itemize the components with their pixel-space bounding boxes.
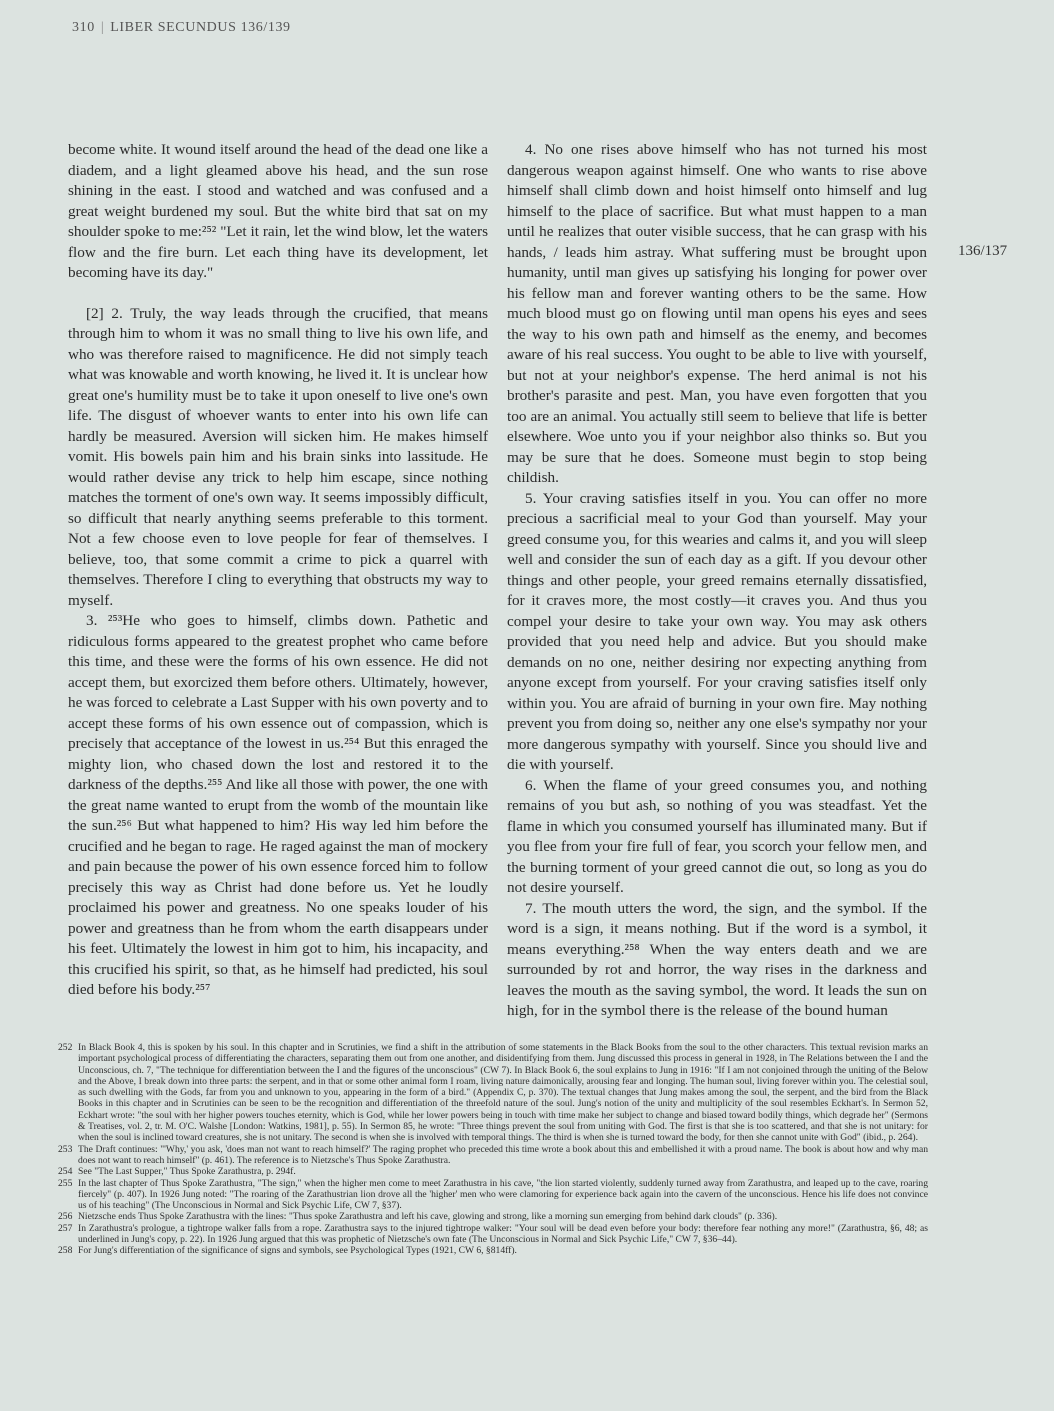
page-header-title: LIBER SECUNDUS 136/139 [110,20,291,35]
footnote-text: In Black Book 4, this is spoken by his soul. In this chapter and in Scrutinies, we find a shift in the attribution of some statements in the Black Books from the soul to the other characters. This textual revision marks an important psychological process of differentiating the characters, separating them out from one another, and disidentifying from them. Jung discussed this process in general in 1928, in The Relations between the I and the Unconscious, ch. 7, "The technique for differentiation between the I and the figures of the unconscious" (CW 7). In Black Book 6, the soul explains to Jung in 1916: "If I am not conjoined through the uniting of the Below and the Above, I break down into three parts: the serpent, and in that or some other animal form I roam, living nature daimonically, arousing fear and longing. The human soul, living forever within you. The celestial soul, as such dwelling with the Gods, far from you and unknown to you, appearing in the form of a bird." (Appendix C, p. 370). The textual changes that Jung makes among the soul, the serpent, and the bird from the Black Books in this chapter and in Scrutinies can be seen to be the recognition and differentiation of the threefold nature of the soul. Jung's notion of the unity and multiplicity of the soul resembles Eckhart's. In Sermon 52, Eckhart wrote: "the soul with her higher powers touches eternity, which is God, while her lower powers being in touch with time make her subject to change and biased toward bodily things, which degrade her" (Sermons & Treatises, vol. 2, tr. M. O'C. Walshe [London: Watkins, 1981], p. 55). In Sermon 85, he wrote: "Three things prevent the soul from uniting with God. The first is that she is too scattered, and that she is not unitary: for when the soul is inclined toward creatures, she is not unitary. The second is when she is involved with temporal things. The third is when she is turned toward the body, for then she cannot unite with God" (ibid., p. 264). [78,1042,928,1144]
paragraph: 7. The mouth utters the word, the sign, and the symbol. If the word is a sign, it means nothing. But if the word is a symbol, it means everything.²⁵⁸ When the way enters death and we are surrounded by rot and horror, the way rises in the darkness and leaves the mouth as the saving symbol, the word. It leads the sun on high, for in the symbol there is the release of the bound human [507,899,927,1019]
paragraph: become white. It wound itself around the head of the dead one like a diadem, and a light gleamed above his head, and the sun rose shining in the east. I stood and watched and was confused and a great weight burdened my soul. But the white bird that sat on my shoulder spoke to me:²⁵² "Let it rain, let the wind blow, let the waters flow and the fire burn. Let each thing have its development, let becoming have its day." [68,141,488,281]
footnote [58,1211,928,1222]
footnote-text: Nietzsche ends Thus Spoke Zarathustra with the lines: "Thus spoke Zarathustra and left his cave, glowing and strong, like a morning sun emerging from behind dark clouds" (p. 336). [78,1211,778,1223]
page-number: 310 [72,20,95,35]
footnote-number: 257 [58,1222,73,1234]
footnotes [58,1042,928,1257]
footnote [58,1223,928,1246]
footnote-number: 253 [58,1143,73,1155]
footnote [58,1042,928,1144]
margin-page-marker: 136/137 [958,243,1008,259]
paragraph: 4. No one rises above himself who has not turned his most dangerous weapon against himself. One who wants to rise above himself shall climb down and hoist himself onto himself and lug himself to the place of sacrifice. But what must happen to a man until he realizes that outer visible success, that he can grasp with his hands, / leads him astray. What suffering must be brought upon humanity, until man gives up satisfying his longing for power over his fellow man and forever wanting others to be the same. How much blood must go on flowing until man opens his eyes and sees the way to his own path and himself as the enemy, and becomes aware of his real success. You ought to be able to live with yourself, but not at your neighbor's expense. The herd animal is not his brother's parasite and pest. Man, you have even forgotten that you too are an animal. You actually still seem to believe that life is better elsewhere. Woe unto you if your neighbor also thinks so. But you may be sure that he does. Someone must begin to stop being childish. [507,141,927,486]
footnote [58,1166,928,1177]
footnote-text: In the last chapter of Thus Spoke Zarathustra, "The sign," when the higher men come to meet Zarathustra in his cave, "the lion started violently, suddenly turned away from Zarathustra, and leaped up to the cave, roaring fiercely" (p. 407). In 1926 Jung noted: "The roaring of the Zarathustrian lion drove all the 'higher' men who were clamoring for experience back again into the cavern of the unconscious. Hence his life does not convince us of his teaching" (The Unconscious in Normal and Sick Psychic Life, CW 7, §37). [78,1177,928,1212]
footnote-number: 258 [58,1245,73,1257]
right-column [507,140,927,1022]
footnote-text: The Draft continues: "'Why,' you ask, 'does man not want to reach himself?' The raging prophet who preceded this time wrote a book about this and embellished it with a proud name. The book is about how and why man does not want to reach himself" (p. 461). The reference is to Nietzsche's Thus Spoke Zarathustra. [78,1143,928,1166]
paragraph: 6. When the flame of your greed consumes you, and nothing remains of you but ash, so nothing of you was steadfast. Yet the flame in which you consumed yourself has illuminated many. But if you flee from your fire full of fear, you scorch your fellow men, and the burning torment of your greed cannot die out, so long as you do not desire yourself. [507,776,927,896]
separator: | [100,20,105,35]
left-column [68,140,488,1001]
footnote-text: For Jung's differentiation of the significance of signs and symbols, see Psychological Types (1921, CW 6, §814ff). [78,1245,517,1257]
footnote-number: 256 [58,1211,73,1223]
footnote-text: In Zarathustra's prologue, a tightrope walker falls from a rope. Zarathustra says to the injured tightrope walker: "Your soul will be dead even before your body: therefore fear nothing any more!" (Zarathustra, §6, 48; as underlined in Jung's copy, p. 22). In 1926 Jung argued that this was prophetic of Nietzsche's own fate (The Unconscious in Normal and Sick Psychic Life," CW 7, §36–44). [78,1222,928,1246]
footnote-number: 254 [58,1166,73,1178]
paragraph: 5. Your craving satisfies itself in you. You can offer no more precious a sacrificial meal to your God than yourself. May your greed consume you, for this wearies and calms it, and you will sleep well and consider the sun of each day as a gift. If you devour other things and other people, your greed remains eternally dissatisfied, for it craves more, the most costly—it craves you. And thus you compel your desire to take your own way. You may ask others provided that you need help and advice. But you should make demands on no one, neither desiring nor expecting anything from anyone except from yourself. For your craving satisfies itself only within you. You are afraid of burning in your own fire. May nothing prevent you from doing so, neither any one else's sympathy nor your more dangerous sympathy with yourself. Since you should live and die with yourself. [507,489,927,773]
footnote [58,1178,928,1212]
footnote-number: 255 [58,1177,73,1189]
footnote [58,1144,928,1167]
paragraph: [2] 2. Truly, the way leads through the crucified, that means through him to whom it was no small thing to live his own life, and who was therefore raised to magnificence. He did not simply teach what was knowable and worth knowing, he lived it. It is unclear how great one's humility must be to take it upon oneself to live one's own life. The disgust of whoever wants to enter into his own life can hardly be measured. Aversion will sicken him. He makes himself vomit. His bowels pain him and his brain sinks into lassitude. He would rather devise any trick to help him escape, since nothing matches the torment of one's own way. It seems impossibly difficult, so difficult that nearly anything seems preferable to this torment. Not a few choose even to love people for fear of themselves. I believe, too, that some commit a crime to pick a quarrel with themselves. Therefore I cling to everything that obstructs my way to myself. [68,304,488,609]
running-head [72,20,291,36]
footnote-number: 252 [58,1042,73,1053]
footnote-text: See "The Last Supper," Thus Spoke Zarathustra, p. 294f. [78,1166,296,1178]
footnote [58,1245,928,1256]
paragraph: 3. ²⁵³He who goes to himself, climbs down. Pathetic and ridiculous forms appeared to the greatest prophet who came before this time, and these were the forms of his own essence. He did not accept them, but exorcized them before others. Ultimately, however, he was forced to celebrate a Last Supper with his own poverty and to accept these forms of his own essence out of compassion, which is precisely that acceptance of the lowest in us.²⁵⁴ But this enraged the mighty lion, who chased down the lost and restored it to the darkness of the depths.²⁵⁵ And like all those with power, the one with the great name wanted to erupt from the womb of the mountain like the sun.²⁵⁶ But what happened to him? His way led him before the crucified and he began to rage. He raged against the man of mockery and pain because the power of his own essence forced him to follow precisely this way as Christ had done before us. Yet he loudly proclaimed his power and greatness. No one speaks louder of his power and greatness than he from whom the earth disappears under his feet. Ultimately the lowest in him got to him, his incapacity, and this crucified his spirit, so that, as he himself had predicted, his soul died before his body.²⁵⁷ [68,612,488,998]
